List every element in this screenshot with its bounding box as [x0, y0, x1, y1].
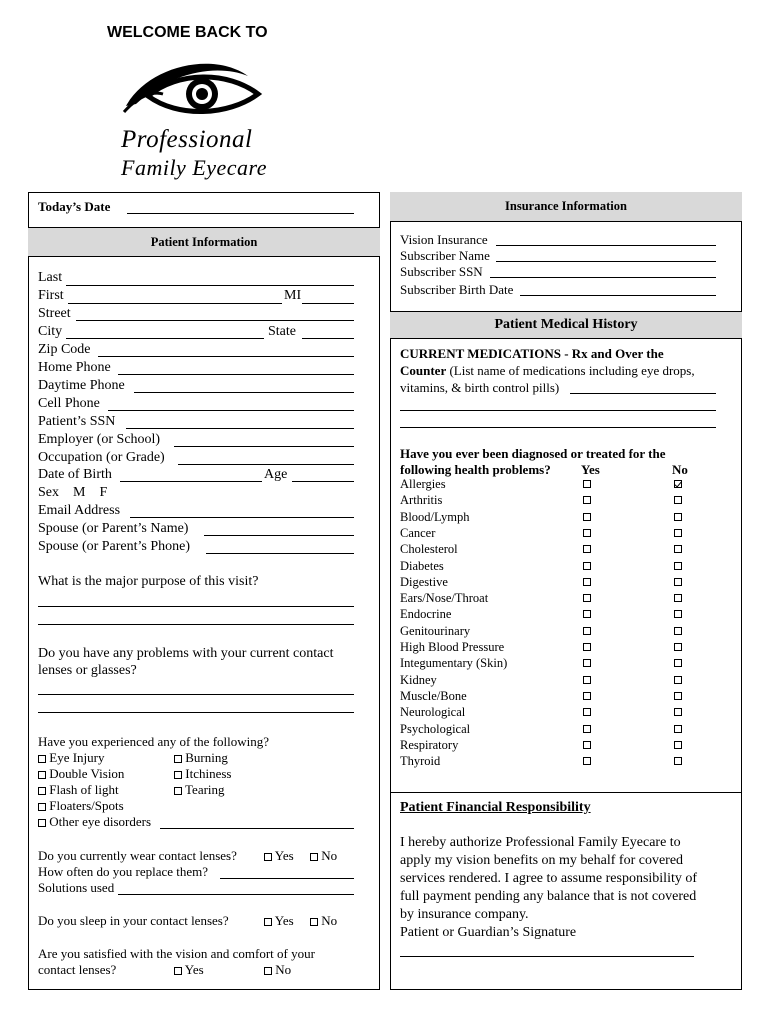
condition-no-checkbox[interactable]	[674, 545, 682, 553]
sleep-no-label: No	[321, 913, 338, 928]
condition-name: Allergies	[400, 477, 446, 491]
age-field[interactable]	[292, 481, 354, 482]
double-vision-checkbox[interactable]	[38, 771, 46, 779]
occupation-label: Occupation (or Grade)	[38, 450, 165, 465]
ssn-field[interactable]	[126, 428, 354, 429]
mi-field[interactable]	[302, 303, 354, 304]
condition-no-checkbox[interactable]	[674, 741, 682, 749]
solutions-field[interactable]	[118, 894, 354, 895]
condition-row	[400, 624, 700, 640]
medications-field-3[interactable]	[400, 427, 716, 428]
condition-name: Kidney	[400, 672, 437, 687]
condition-no-checkbox[interactable]	[674, 643, 682, 651]
contacts-question: Do you currently wear contact lenses?	[38, 848, 237, 863]
problems-question-2: lenses or glasses?	[38, 663, 137, 678]
condition-no-checkbox[interactable]	[674, 578, 682, 586]
financial-line-2: apply my vision benefits on my behalf for covered	[400, 853, 684, 868]
burning-option[interactable]	[174, 750, 228, 766]
condition-name: Ears/Nose/Throat	[400, 591, 489, 606]
condition-row	[400, 656, 700, 672]
insurance-header: Insurance Information	[390, 192, 742, 222]
condition-row	[400, 689, 700, 705]
vision-insurance-label: Vision Insurance	[400, 232, 488, 247]
patient-info-header: Patient Information	[28, 227, 380, 257]
condition-row	[400, 754, 700, 770]
last-label: Last	[38, 270, 63, 285]
flash-option[interactable]	[38, 782, 119, 798]
subscriber-name-label: Subscriber Name	[400, 248, 490, 263]
condition-name: Psychological	[400, 721, 471, 736]
subscriber-ssn-field[interactable]	[490, 277, 716, 278]
condition-yes-checkbox[interactable]	[583, 513, 591, 521]
condition-no-checkbox[interactable]	[674, 562, 682, 570]
state-field[interactable]	[302, 338, 354, 339]
home-phone-label: Home Phone	[38, 360, 111, 375]
condition-row	[400, 575, 700, 591]
condition-name: Integumentary (Skin)	[400, 656, 508, 671]
age-label: Age	[264, 467, 288, 482]
satisfied-no-checkbox[interactable]	[264, 967, 272, 975]
subscriber-dob-field[interactable]	[520, 295, 716, 296]
condition-yes-checkbox[interactable]	[583, 692, 591, 700]
problems-line-1[interactable]	[38, 694, 354, 695]
email-label: Email Address	[38, 503, 121, 518]
problems-line-2[interactable]	[38, 712, 354, 713]
spouse-phone-field[interactable]	[206, 553, 354, 554]
first-label: First	[38, 288, 64, 303]
street-field[interactable]	[76, 320, 354, 321]
condition-name: Diabetes	[400, 558, 444, 573]
city-label: City	[38, 324, 63, 339]
spouse-name-field[interactable]	[204, 535, 354, 536]
condition-row	[400, 722, 700, 738]
sleep-yes-option[interactable]	[264, 913, 294, 929]
condition-yes-checkbox[interactable]	[583, 725, 591, 733]
financial-paragraph	[400, 834, 730, 942]
flash-label: Flash of light	[49, 782, 119, 797]
condition-yes-checkbox[interactable]	[583, 708, 591, 716]
other-checkbox[interactable]	[38, 819, 46, 827]
floaters-checkbox[interactable]	[38, 803, 46, 811]
condition-yes-checkbox[interactable]	[583, 529, 591, 537]
vision-insurance-field[interactable]	[496, 245, 716, 246]
state-label: State	[268, 324, 296, 339]
condition-row	[400, 673, 700, 689]
tearing-option[interactable]	[174, 782, 225, 798]
city-field[interactable]	[66, 338, 264, 339]
itchiness-option[interactable]	[174, 766, 231, 782]
last-field[interactable]	[66, 285, 354, 286]
condition-name: Digestive	[400, 574, 448, 589]
medications-counter: Counter	[400, 363, 447, 378]
floaters-option[interactable]	[38, 798, 124, 814]
tearing-label: Tearing	[185, 782, 225, 797]
condition-name: Arthritis	[400, 493, 443, 508]
condition-row	[400, 526, 700, 542]
brand-line-1: Professional	[121, 126, 253, 153]
condition-name: High Blood Pressure	[400, 640, 505, 654]
condition-row	[400, 705, 700, 721]
medications-line-3: vitamins, & birth control pills)	[400, 380, 560, 395]
other-option[interactable]	[38, 814, 151, 830]
signature-field[interactable]	[400, 956, 694, 957]
condition-yes-checkbox[interactable]	[583, 741, 591, 749]
flash-checkbox[interactable]	[38, 787, 46, 795]
sex-label[interactable]: Sex M F	[38, 485, 108, 500]
zip-label: Zip Code	[38, 342, 91, 357]
street-label: Street	[38, 306, 71, 321]
condition-no-checkbox[interactable]	[674, 513, 682, 521]
financial-line-3: services rendered. I agree to assume responsibility of	[400, 871, 698, 886]
first-field[interactable]	[68, 303, 282, 304]
tearing-checkbox[interactable]	[174, 787, 182, 795]
replace-question: How often do you replace them?	[38, 864, 209, 879]
condition-yes-checkbox[interactable]	[583, 480, 591, 488]
medications-rest: (List name of medications including eye drops,	[446, 363, 695, 378]
financial-divider	[390, 792, 742, 793]
contacts-no-option[interactable]	[310, 848, 337, 864]
condition-no-checkbox[interactable]	[674, 594, 682, 602]
satisfied-no-label: No	[275, 962, 292, 977]
condition-name: Respiratory	[400, 737, 459, 752]
itchiness-label: Itchiness	[185, 766, 232, 781]
condition-no-checkbox[interactable]	[674, 692, 682, 700]
eye-injury-checkbox[interactable]	[38, 755, 46, 763]
condition-name: Neurological	[400, 705, 466, 720]
condition-yes-checkbox[interactable]	[583, 496, 591, 504]
contacts-yes-option[interactable]	[264, 848, 294, 864]
medications-field-1[interactable]	[570, 393, 716, 394]
sleep-no-option[interactable]	[310, 913, 337, 929]
subscriber-dob-label: Subscriber Birth Date	[400, 282, 514, 297]
solutions-label: Solutions used	[38, 880, 115, 895]
condition-no-checkbox[interactable]	[674, 610, 682, 618]
cell-phone-label: Cell Phone	[38, 396, 100, 411]
contacts-no-checkbox[interactable]	[310, 853, 318, 861]
diagnosed-question-1: Have you ever been diagnosed or treated for the	[400, 446, 666, 461]
satisfied-question-1: Are you satisfied with the vision and comfort of your	[38, 946, 315, 961]
problems-question-1: Do you have any problems with your current contact	[38, 646, 334, 661]
financial-line-1: I hereby authorize Professional Family Eyecare to	[400, 835, 681, 850]
yes-column-header: Yes	[581, 462, 600, 477]
financial-heading: Patient Financial Responsibility	[400, 800, 591, 815]
ssn-label: Patient’s SSN	[38, 414, 116, 429]
financial-line-5: by insurance company.	[400, 907, 529, 922]
condition-name: Thyroid	[400, 754, 441, 769]
condition-name: Cancer	[400, 525, 436, 540]
spouse-name-label: Spouse (or Parent’s Name)	[38, 521, 189, 536]
condition-yes-checkbox[interactable]	[583, 659, 591, 667]
condition-yes-checkbox[interactable]	[583, 610, 591, 618]
other-label: Other eye disorders	[49, 814, 152, 829]
condition-row	[400, 738, 700, 754]
condition-name: Blood/Lymph	[400, 509, 470, 524]
condition-no-checkbox[interactable]	[674, 659, 682, 667]
email-field[interactable]	[130, 517, 354, 518]
condition-yes-checkbox[interactable]	[583, 545, 591, 553]
sleep-yes-checkbox[interactable]	[264, 918, 272, 926]
zip-field[interactable]	[98, 356, 354, 357]
condition-yes-checkbox[interactable]	[583, 578, 591, 586]
home-phone-field[interactable]	[118, 374, 354, 375]
cell-phone-field[interactable]	[108, 410, 354, 411]
condition-row	[400, 559, 700, 575]
occupation-field[interactable]	[178, 464, 354, 465]
employer-field[interactable]	[174, 446, 354, 447]
double-vision-option[interactable]	[38, 766, 124, 782]
other-field[interactable]	[160, 828, 354, 829]
condition-row	[400, 640, 700, 656]
condition-yes-checkbox[interactable]	[583, 627, 591, 635]
floaters-label: Floaters/Spots	[49, 798, 124, 813]
condition-no-checkbox[interactable]	[674, 708, 682, 716]
condition-no-checkbox[interactable]	[674, 676, 682, 684]
replace-field[interactable]	[220, 878, 354, 879]
subscriber-ssn-label: Subscriber SSN	[400, 264, 483, 279]
condition-yes-checkbox[interactable]	[583, 594, 591, 602]
purpose-line-2[interactable]	[38, 624, 354, 625]
condition-row	[400, 591, 700, 607]
condition-row	[400, 493, 700, 509]
medications-field-2[interactable]	[400, 410, 716, 411]
satisfied-yes-option[interactable]	[174, 962, 204, 978]
purpose-question: What is the major purpose of this visit?	[38, 574, 259, 589]
eye-injury-option[interactable]	[38, 750, 104, 766]
double-vision-label: Double Vision	[49, 766, 125, 781]
itchiness-checkbox[interactable]	[174, 771, 182, 779]
todays-date-label: Today’s Date	[38, 199, 111, 214]
employer-label: Employer (or School)	[38, 432, 161, 447]
dob-field[interactable]	[120, 481, 262, 482]
condition-yes-checkbox[interactable]	[583, 676, 591, 684]
signature-label: Patient or Guardian’s Signature	[400, 925, 577, 940]
contacts-no-label: No	[321, 848, 338, 863]
burning-checkbox[interactable]	[174, 755, 182, 763]
medications-heading: CURRENT MEDICATIONS - Rx and Over the	[400, 346, 664, 361]
condition-no-checkbox[interactable]	[674, 725, 682, 733]
condition-no-checkbox[interactable]	[674, 627, 682, 635]
financial-line-4: full payment pending any balance that is not covered	[400, 889, 697, 904]
experienced-question: Have you experienced any of the following?	[38, 734, 270, 749]
condition-yes-checkbox[interactable]	[583, 757, 591, 765]
no-column-header: No	[672, 462, 688, 477]
condition-yes-checkbox[interactable]	[583, 643, 591, 651]
condition-no-checkbox[interactable]	[674, 496, 682, 504]
mi-label: MI	[284, 288, 302, 303]
satisfied-question-2: contact lenses?	[38, 962, 117, 977]
condition-name: Muscle/Bone	[400, 688, 467, 703]
contacts-yes-label: Yes	[274, 848, 294, 863]
subscriber-name-field[interactable]	[496, 261, 716, 262]
medical-history-header: Patient Medical History	[390, 311, 742, 339]
condition-no-checkbox[interactable]	[674, 529, 682, 537]
medications-instructions	[400, 363, 695, 379]
satisfied-yes-label: Yes	[184, 962, 204, 977]
condition-row	[400, 607, 700, 623]
condition-row	[400, 477, 700, 493]
condition-no-checkbox[interactable]	[674, 480, 682, 488]
burning-label: Burning	[185, 750, 228, 765]
condition-yes-checkbox[interactable]	[583, 562, 591, 570]
daytime-phone-field[interactable]	[134, 392, 354, 393]
daytime-phone-label: Daytime Phone	[38, 378, 125, 393]
condition-name: Genitourinary	[400, 623, 471, 638]
sleep-no-checkbox[interactable]	[310, 918, 318, 926]
diagnosed-question-2: following health problems?	[400, 462, 551, 477]
sleep-yes-label: Yes	[274, 913, 294, 928]
purpose-line-1[interactable]	[38, 606, 354, 607]
satisfied-yes-checkbox[interactable]	[174, 967, 182, 975]
condition-row	[400, 510, 700, 526]
satisfied-no-option[interactable]	[264, 962, 291, 978]
spouse-phone-label: Spouse (or Parent’s Phone)	[38, 539, 191, 554]
condition-name: Endocrine	[400, 607, 452, 622]
eye-injury-label: Eye Injury	[49, 750, 105, 765]
condition-name: Cholesterol	[400, 542, 458, 557]
welcome-heading: WELCOME BACK TO	[107, 24, 268, 41]
condition-no-checkbox[interactable]	[674, 757, 682, 765]
dob-label: Date of Birth	[38, 467, 112, 482]
contacts-yes-checkbox[interactable]	[264, 853, 272, 861]
condition-row	[400, 542, 700, 558]
brand-line-2: Family Eyecare	[121, 155, 268, 180]
todays-date-field[interactable]	[127, 213, 354, 214]
sleep-question: Do you sleep in your contact lenses?	[38, 913, 229, 928]
